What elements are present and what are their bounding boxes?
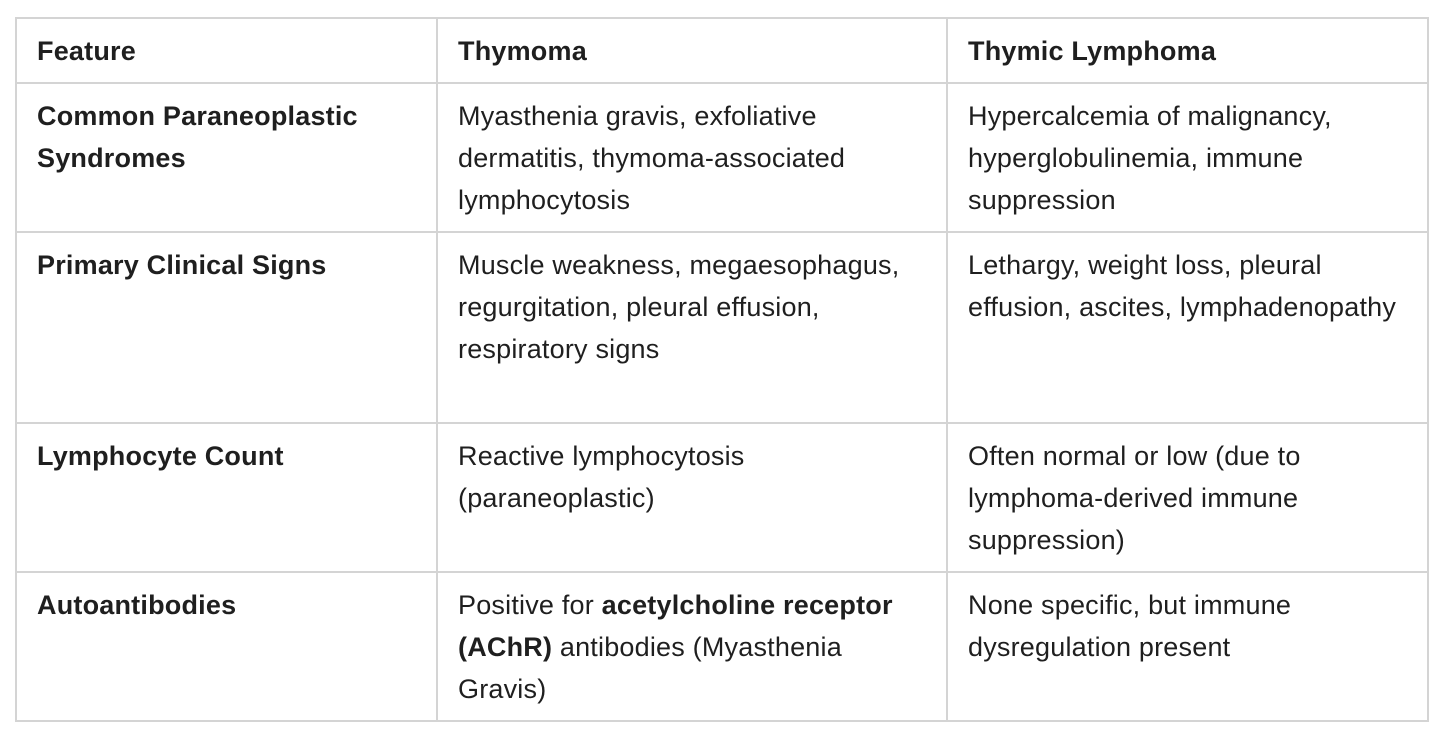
thymic-lymphoma-cell: Hypercalcemia of malignancy, hyperglobulinemia, immune suppression	[947, 83, 1428, 232]
table-row	[16, 423, 1428, 572]
thymic-lymphoma-cell: Often normal or low (due to lymphoma-derived immune suppression)	[947, 423, 1428, 572]
comparison-table	[15, 17, 1429, 722]
comparison-table-container	[15, 17, 1427, 722]
table-row	[16, 232, 1428, 423]
thymoma-text-after: antibodies (Myasthenia Gravis)	[458, 632, 842, 704]
thymic-lymphoma-cell: Lethargy, weight loss, pleural effusion, ascites, lymphadenopathy	[947, 232, 1428, 423]
thymoma-cell	[437, 572, 947, 721]
table-row	[16, 572, 1428, 721]
thymoma-cell: Myasthenia gravis, exfoliative dermatitis, thymoma-associated lymphocytosis	[437, 83, 947, 232]
feature-cell: Primary Clinical Signs	[16, 232, 437, 423]
feature-cell: Lymphocyte Count	[16, 423, 437, 572]
thymoma-text-before: Positive for	[458, 590, 602, 620]
thymic-lymphoma-cell: None specific, but immune dysregulation present	[947, 572, 1428, 721]
column-header-thymoma: Thymoma	[437, 18, 947, 83]
feature-cell: Common Paraneoplastic Syndromes	[16, 83, 437, 232]
thymoma-cell: Muscle weakness, megaesophagus, regurgitation, pleural effusion, respiratory signs	[437, 232, 947, 423]
table-row	[16, 83, 1428, 232]
column-header-feature: Feature	[16, 18, 437, 83]
feature-cell: Autoantibodies	[16, 572, 437, 721]
table-header-row	[16, 18, 1428, 83]
thymoma-cell: Reactive lymphocytosis (paraneoplastic)	[437, 423, 947, 572]
thymoma-text-bold: acetylcholine receptor (AChR)	[458, 590, 893, 662]
column-header-thymic-lymphoma: Thymic Lymphoma	[947, 18, 1428, 83]
